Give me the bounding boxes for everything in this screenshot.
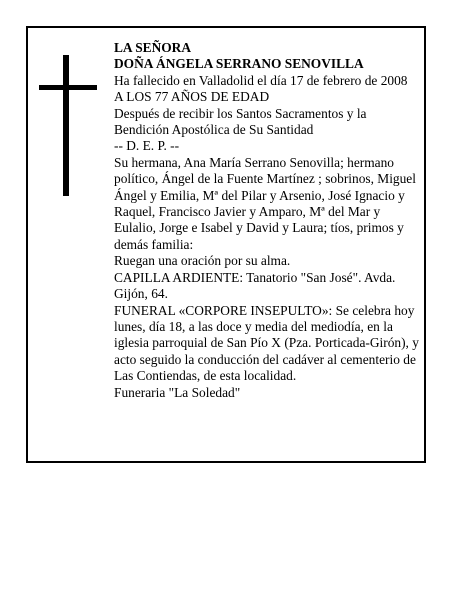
notice-title: LA SEÑORA	[114, 40, 192, 55]
age-statement: A LOS 77 AÑOS DE EDAD	[114, 89, 270, 105]
chapel-location: CAPILLA ARDIENTE: Tanatorio "San José". Avda. Gijón, 64.	[114, 269, 396, 302]
sacraments-statement: Después de recibir los Santos Sacramentos y la Bendición Apostólica de Su Santidad	[114, 105, 367, 138]
deceased-name: DOÑA ÁNGELA SERRANO SENOVILLA	[114, 56, 364, 72]
rest-in-peace: -- D. E. P. --	[114, 138, 180, 154]
funeral-home: Funeraria "La Soledad"	[114, 384, 241, 400]
death-statement: Ha fallecido en Valladolid el día 17 de febrero de 2008	[114, 72, 408, 88]
obituary-text	[114, 40, 424, 401]
family-list: Su hermana, Ana María Serrano Senovilla; hermano político, Ángel de la Fuente Martínez ; sobrinos, Miguel Ángel y Emilia, Mª del Pilar y Arsenio, José Ignacio y Raquel, Francisco Javier y Amparo, Mª del Mar y Eulalio, Jorge e Isabel y David y Laura; tíos, primos y demás familia:	[114, 154, 416, 252]
cross-horizontal-bar	[39, 85, 97, 90]
cross-vertical-bar	[63, 55, 69, 196]
prayer-request: Ruegan una oración por su alma.	[114, 253, 291, 269]
funeral-details: FUNERAL «CORPORE INSEPULTO»: Se celebra hoy lunes, día 18, a las doce y media del mediodía, en la iglesia parroquial de San Pío X (Pza. Porticada-Girón), y acto seguido la conducción del cadáver al cementerio de Las Contiendas, de esta localidad.	[114, 302, 419, 384]
